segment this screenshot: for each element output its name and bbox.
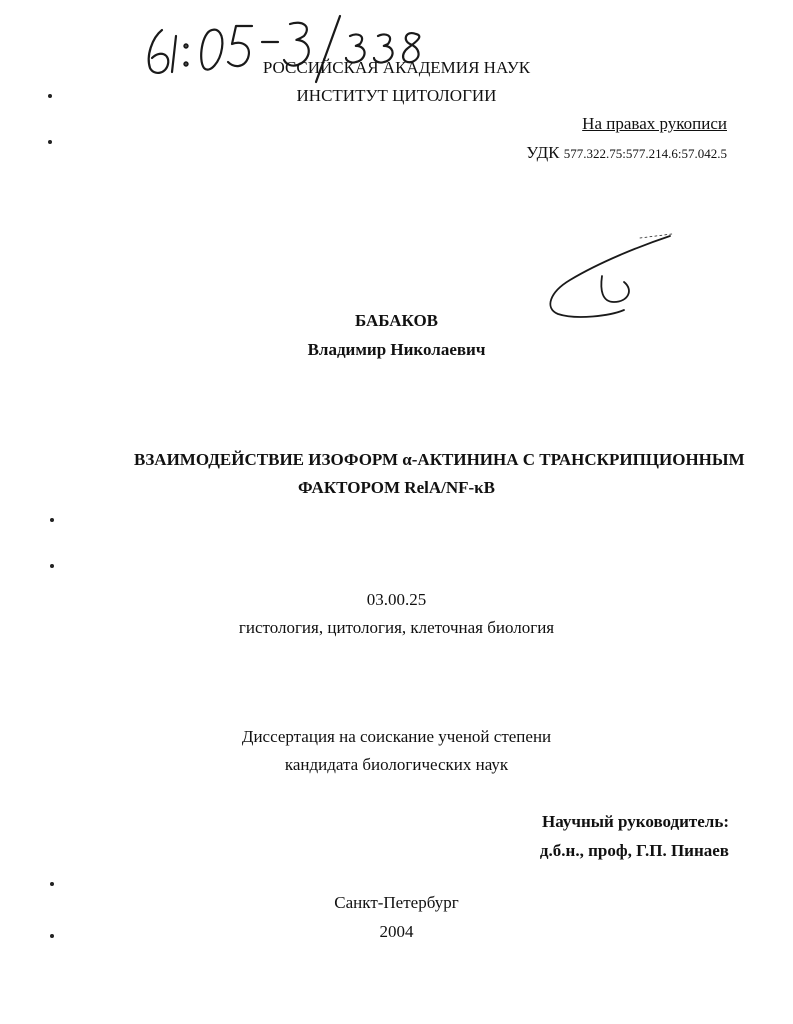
scan-mark: [50, 882, 54, 886]
organization-header: РОССИЙСКАЯ АКАДЕМИЯ НАУК: [262, 58, 531, 77]
dissertation-title-line-2: ФАКТОРОМ RelA/NF-κB: [298, 478, 495, 497]
degree-line-1: Диссертация на соискание ученой степени: [241, 727, 552, 746]
scan-mark: [50, 564, 54, 568]
udk-line: [526, 143, 727, 164]
author-given-names: Владимир Николаевич: [307, 340, 486, 359]
degree-line-2: кандидата биологических наук: [284, 755, 509, 774]
dissertation-title-line-1: ВЗАИМОДЕЙСТВИЕ ИЗОФОРМ α-АКТИНИНА С ТРАНСКРИПЦИОННЫМ: [134, 450, 745, 469]
author-surname: БАБАКОВ: [354, 311, 439, 330]
scan-mark: [50, 934, 54, 938]
handwritten-signature: [540, 232, 680, 322]
publication-year: 2004: [379, 922, 414, 941]
supervisor-name: д.б.н., проф, Г.П. Пинаев: [539, 841, 729, 860]
specialty-name: гистология, цитология, клеточная биология: [238, 618, 555, 637]
institute-header: ИНСТИТУТ ЦИТОЛОГИИ: [296, 86, 497, 105]
scan-mark: [48, 94, 52, 98]
manuscript-rights-text: На правах рукописи: [582, 114, 727, 133]
supervisor-label: Научный руководитель:: [542, 812, 729, 831]
manuscript-rights-note: [582, 114, 727, 134]
scan-mark: [50, 518, 54, 522]
udk-code: 577.322.75:577.214.6:57.042.5: [563, 146, 727, 161]
udk-label: УДК: [526, 143, 560, 162]
specialty-code: 03.00.25: [366, 590, 427, 609]
publication-place: Санкт-Петербург: [334, 893, 459, 912]
scan-mark: [48, 140, 52, 144]
